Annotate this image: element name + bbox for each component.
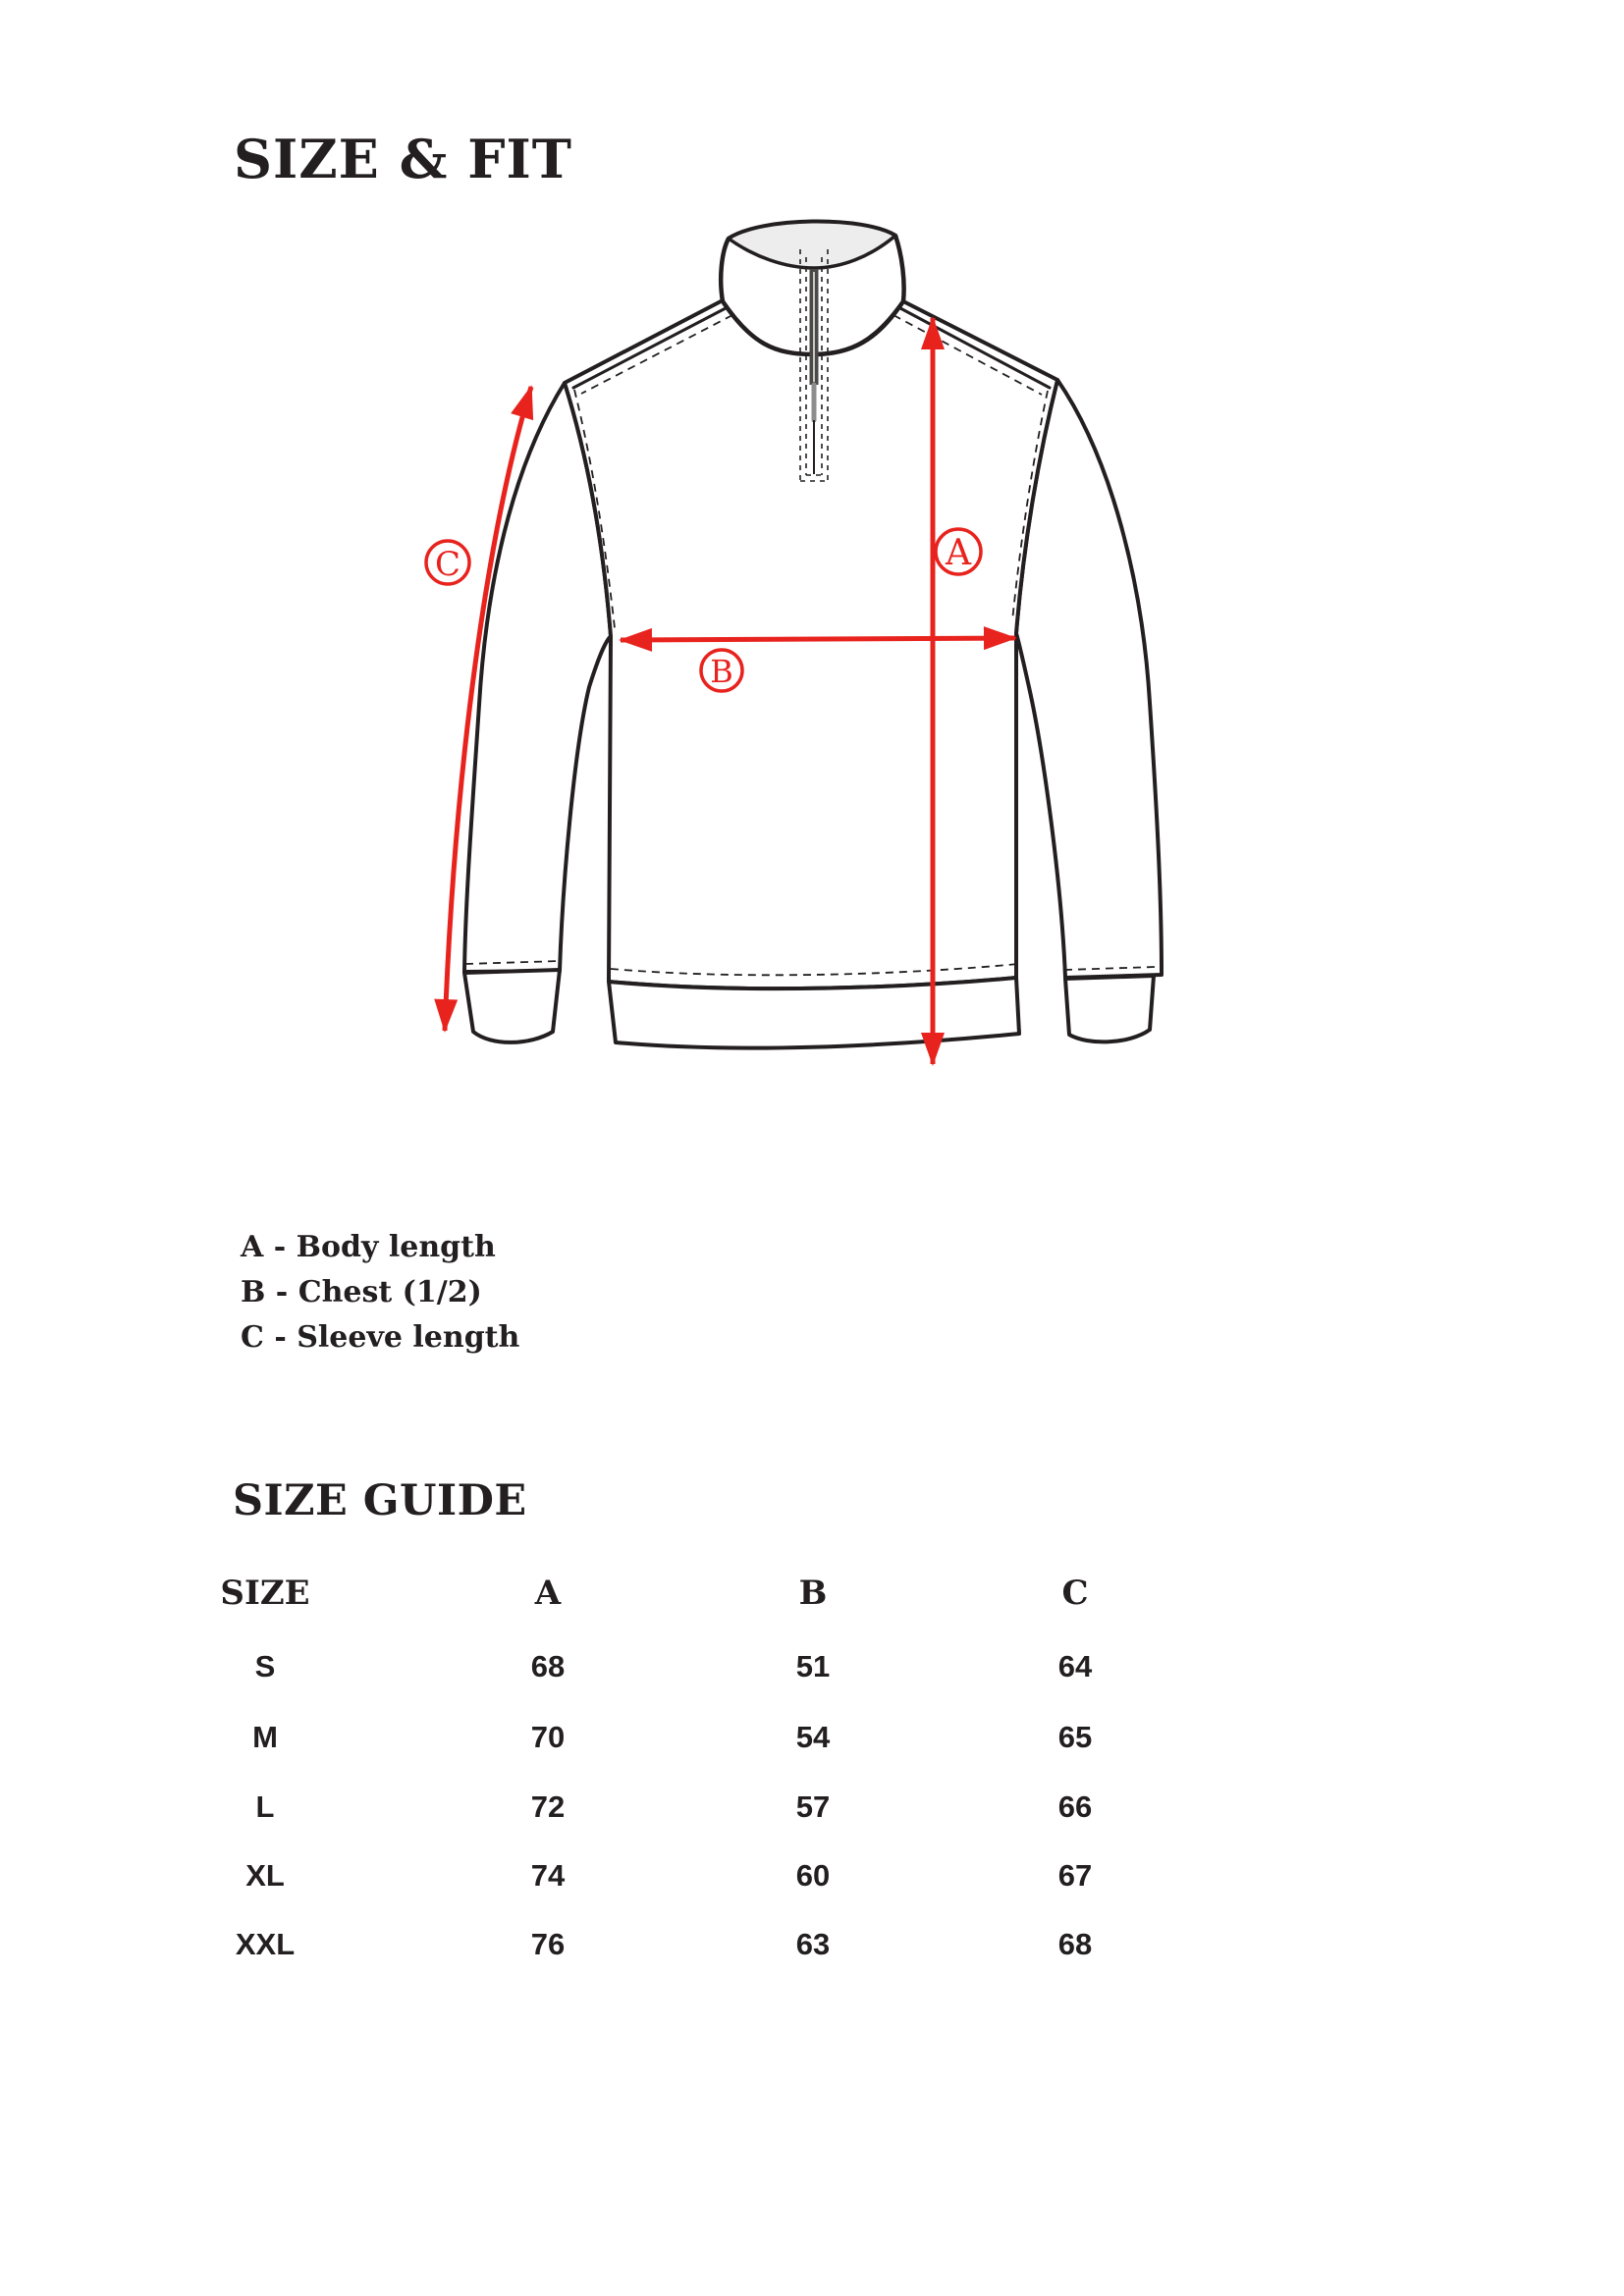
hem-band (609, 978, 1019, 1048)
cell-b: 54 (795, 1720, 831, 1754)
cell-size: M (252, 1720, 278, 1754)
cell-c: 67 (1057, 1858, 1093, 1893)
garment-drawing-container (373, 128, 1247, 1119)
table-row (147, 1920, 1227, 1969)
header-cell-c: C (1061, 1574, 1089, 1613)
cell-a: 68 (530, 1649, 566, 1683)
table-row (147, 1642, 1227, 1691)
cell-c: 68 (1057, 1927, 1093, 1961)
label-a: A (946, 533, 971, 573)
table-row (147, 1851, 1227, 1900)
legend-item-a: A - Body length (241, 1230, 496, 1264)
size-guide-heading: SIZE GUIDE (233, 1476, 527, 1525)
header-cell-a: A (534, 1574, 562, 1613)
cell-b: 60 (795, 1858, 831, 1893)
cell-b: 57 (795, 1789, 831, 1824)
cell-size: L (255, 1789, 275, 1824)
cell-c: 65 (1057, 1720, 1093, 1754)
size-table-header (147, 1569, 1227, 1618)
garment-drawing (373, 128, 1247, 1119)
cell-a: 72 (530, 1789, 566, 1824)
cell-a: 74 (530, 1858, 566, 1893)
cell-a: 76 (530, 1927, 566, 1961)
cell-size: XL (245, 1858, 285, 1893)
measurement-legend (241, 1225, 519, 1361)
right-cuff (1065, 976, 1154, 1041)
cell-size: XXL (235, 1927, 296, 1961)
header-cell-size: SIZE (220, 1574, 310, 1613)
cell-b: 63 (795, 1927, 831, 1961)
cell-c: 64 (1057, 1649, 1093, 1683)
legend-item-c: C - Sleeve length (241, 1320, 520, 1355)
cell-c: 66 (1057, 1789, 1093, 1824)
cell-size: S (254, 1649, 276, 1683)
page-title: SIZE & FIT (234, 128, 572, 190)
label-b: B (710, 653, 733, 690)
table-row (147, 1783, 1227, 1832)
label-c: C (434, 545, 461, 584)
measure-arrow-b (621, 638, 1015, 640)
cell-a: 70 (530, 1720, 566, 1754)
body-panel (565, 300, 1057, 988)
table-row (147, 1713, 1227, 1762)
cell-b: 51 (795, 1649, 831, 1683)
legend-item-b: B - Chest (1/2) (241, 1275, 482, 1309)
left-cuff (464, 970, 560, 1042)
header-cell-b: B (798, 1574, 828, 1613)
